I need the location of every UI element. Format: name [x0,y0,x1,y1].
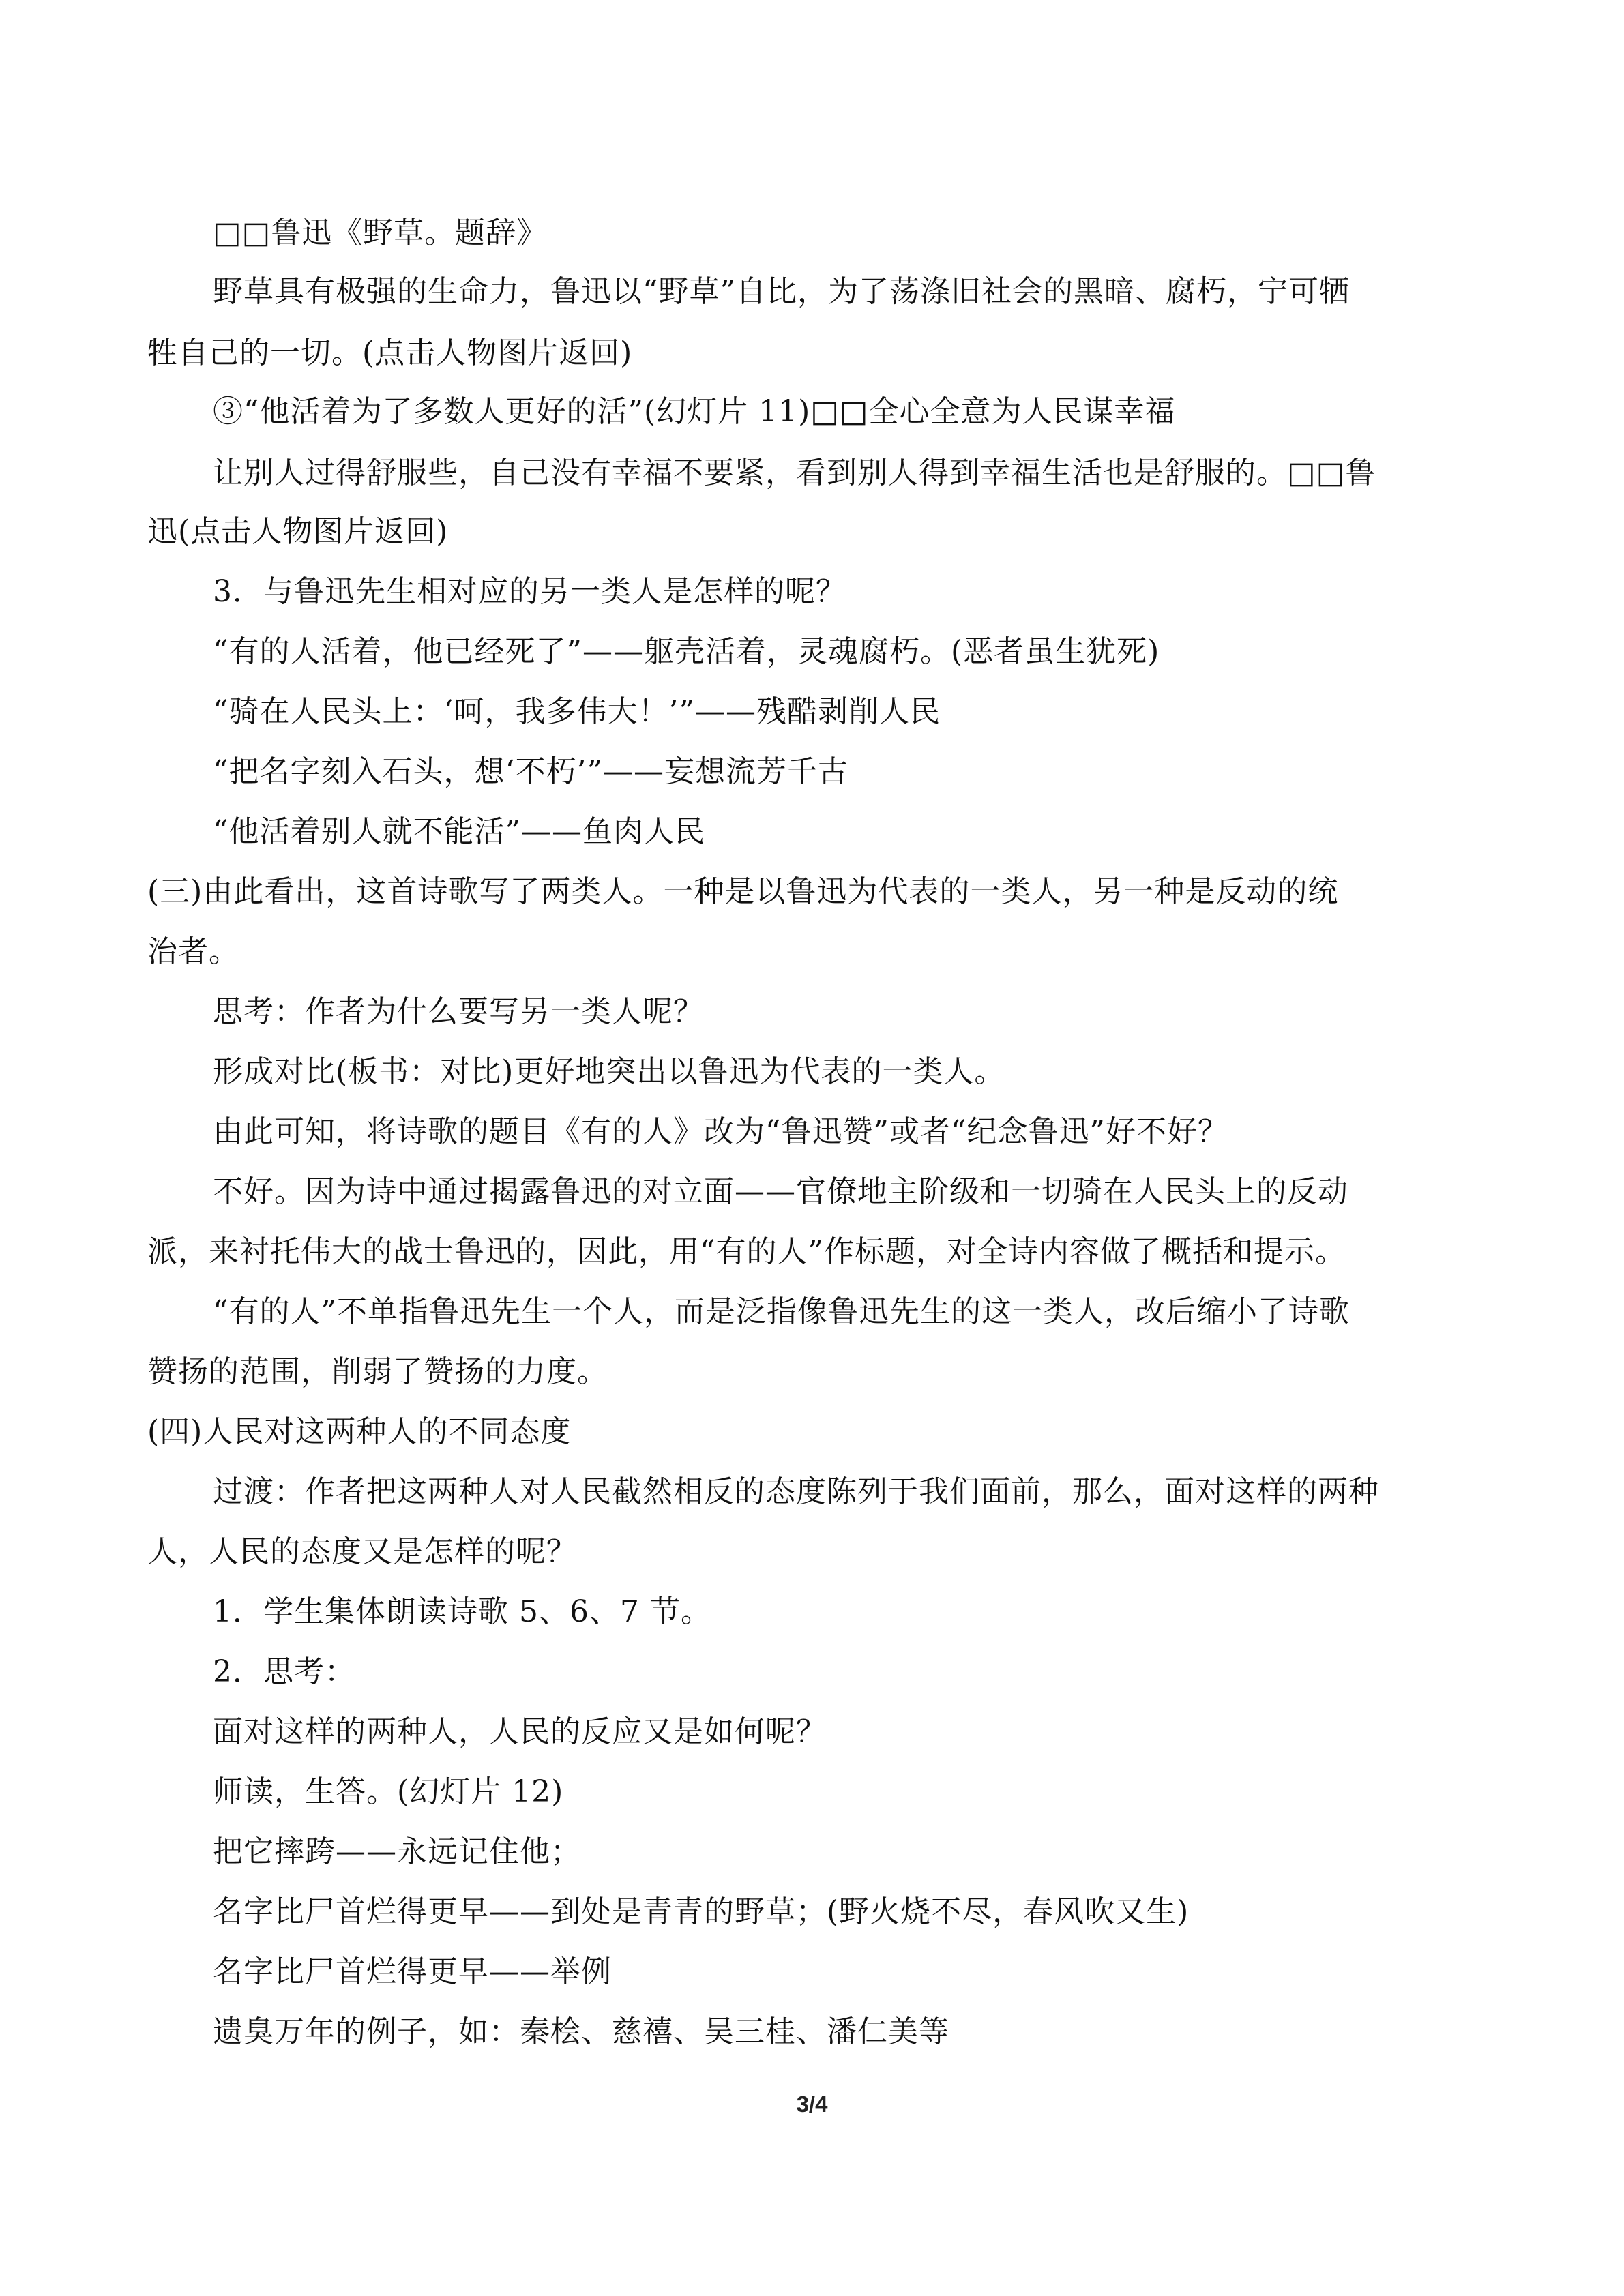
text-line: 师读，生答。(幻灯片 12) [213,1774,564,1809]
text-line: ③“他活着为了多数人更好的活”(幻灯片 11)□□全心全意为人民谋幸福 [213,394,1176,429]
text-line: 迅(点击人物图片返回) [147,514,449,549]
text-line: 让别人过得舒服些，自己没有幸福不要紧，看到别人得到幸福生活也是舒服的。□□鲁 [213,456,1376,490]
text-line: 形成对比(板书：对比)更好地突出以鲁迅为代表的一类人。 [213,1054,1005,1089]
section-heading: (四)人民对这两种人的不同态度 [147,1414,572,1449]
text-line: “有的人活着，他已经死了”——躯壳活着，灵魂腐朽。(恶者虽生犹死) [213,634,1160,669]
text-line: 不好。因为诗中通过揭露鲁迅的对立面——官僚地主阶级和一切骑在人民头上的反动 [213,1174,1348,1209]
text-line: 野草具有极强的生命力，鲁迅以“野草”自比，为了荡涤旧社会的黑暗、腐朽，宁可牺 [213,274,1350,309]
text-line: “有的人”不单指鲁迅先生一个人，而是泛指像鲁迅先生的这一类人，改后缩小了诗歌 [213,1294,1350,1329]
text-line: 遗臭万年的例子，如：秦桧、慈禧、吴三桂、潘仁美等 [213,2014,949,2049]
text-line: □□鲁迅《野草。题辞》 [213,215,548,250]
text-line: “骑在人民头上：‘呵，我多伟大！’”——残酷剥削人民 [213,694,941,729]
page-number: 3/4 [796,2091,828,2117]
text-line: 1．学生集体朗读诗歌 5、6、7 节。 [213,1594,711,1629]
text-line: 名字比尸首烂得更早——到处是青青的野草；(野火烧不尽，春风吹又生) [213,1894,1190,1929]
text-line: 名字比尸首烂得更早——举例 [213,1954,612,1989]
section-heading: (三)由此看出，这首诗歌写了两类人。一种是以鲁迅为代表的一类人，另一种是反动的统 [147,874,1339,909]
text-line: “他活着别人就不能活”——鱼肉人民 [213,814,705,849]
text-line: 人，人民的态度又是怎样的呢？ [147,1534,577,1569]
text-line: 派，来衬托伟大的战士鲁迅的，因此，用“有的人”作标题，对全诗内容做了概括和提示。 [147,1234,1346,1269]
text-line: 思考：作者为什么要写另一类人呢？ [213,994,704,1029]
text-line: 牲自己的一切。(点击人物图片返回) [147,336,633,370]
text-line: 过渡：作者把这两种人对人民截然相反的态度陈列于我们面前，那么，面对这样的两种 [213,1474,1379,1509]
text-line: 2．思考： [213,1654,355,1689]
text-line: 面对这样的两种人，人民的反应又是如何呢？ [213,1714,827,1749]
text-line: “把名字刻入石头，想‘不朽’”——妄想流芳千古 [213,754,848,789]
text-line: 由此可知，将诗歌的题目《有的人》改为“鲁迅赞”或者“纪念鲁迅”好不好？ [213,1114,1228,1149]
text-line: 赞扬的范围，削弱了赞扬的力度。 [147,1354,608,1389]
text-line: 3．与鲁迅先生相对应的另一类人是怎样的呢？ [213,574,846,609]
text-line: 治者。 [147,934,239,969]
text-line: 把它摔跨——永远记住他； [213,1834,581,1869]
